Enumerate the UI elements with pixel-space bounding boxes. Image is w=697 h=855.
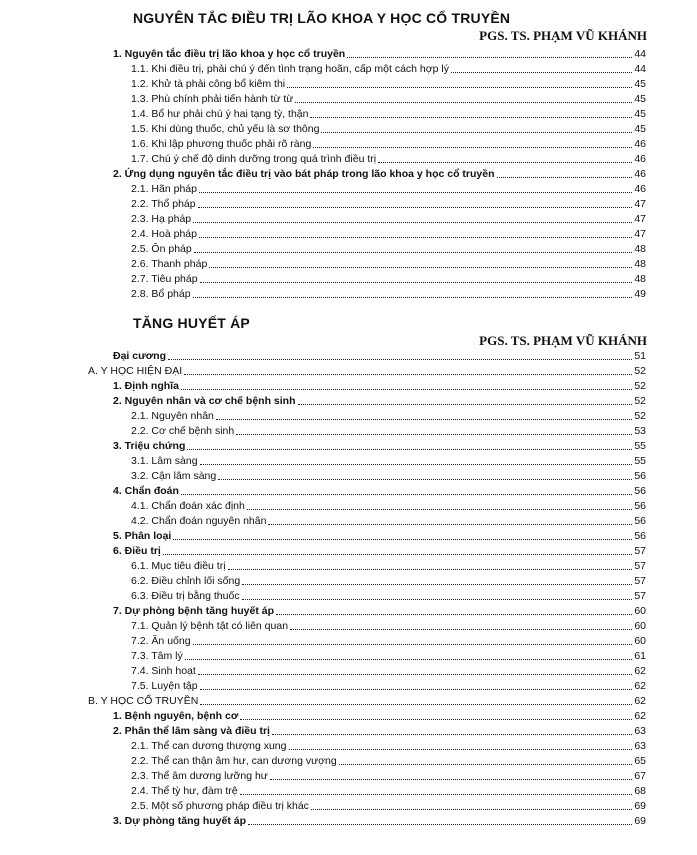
toc-entry[interactable] — [131, 619, 646, 633]
toc-entry-page: 44 — [634, 63, 646, 75]
toc-entry[interactable] — [131, 799, 646, 813]
toc-leader-dots — [200, 704, 632, 705]
toc-leader-dots — [194, 252, 633, 253]
toc-entry[interactable] — [113, 349, 646, 363]
toc-leader-dots — [272, 734, 632, 735]
toc-entry[interactable] — [113, 484, 646, 498]
toc-leader-dots — [242, 599, 633, 600]
toc-leader-dots — [311, 809, 632, 810]
section-author-tang-huyet-ap: PGS. TS. PHẠM VŨ KHÁNH — [479, 333, 647, 348]
toc-leader-dots — [193, 644, 633, 645]
toc-entry-label: 1.3. Phù chính phải tiến hành từ từ — [131, 93, 294, 105]
toc-leader-dots — [200, 689, 633, 690]
toc-entry-label: 6.1. Mục tiêu điều trị — [131, 560, 226, 572]
toc-entry-page: 56 — [634, 515, 646, 527]
toc-leader-dots — [290, 629, 632, 630]
toc-leader-dots — [200, 282, 633, 283]
toc-entry-label: 3. Dự phòng tăng huyết áp — [113, 815, 247, 827]
toc-leader-dots — [216, 419, 632, 420]
toc-entry-label: 2.7. Tiêu pháp — [131, 273, 198, 285]
toc-entry-page: 56 — [634, 500, 646, 512]
toc-entry[interactable] — [131, 784, 646, 798]
toc-entry-page: 63 — [634, 725, 646, 737]
toc-entry-page: 45 — [634, 78, 646, 90]
toc-leader-dots — [287, 87, 632, 88]
toc-entry-label: 1.5. Khi dùng thuốc, chủ yếu là sơ thông — [131, 123, 320, 135]
toc-entry-label: 2.1. Nguyên nhân — [131, 410, 214, 422]
toc-entry-page: 49 — [634, 288, 646, 300]
toc-entry-page: 46 — [634, 138, 646, 150]
toc-entry[interactable] — [113, 394, 646, 408]
toc-leader-dots — [268, 524, 632, 525]
toc-entry-label: 2.6. Thanh pháp — [131, 258, 208, 270]
toc-entry-page: 60 — [634, 605, 646, 617]
toc-entry-page: 60 — [634, 635, 646, 647]
toc-entry-label: 2.2. Thổ pháp — [131, 198, 196, 210]
toc-entry-page: 52 — [634, 365, 646, 377]
toc-leader-dots — [497, 177, 633, 178]
toc-leader-dots — [242, 584, 632, 585]
toc-entry-page: 62 — [634, 680, 646, 692]
toc-entry[interactable] — [131, 137, 646, 151]
toc-entry-page: 56 — [634, 470, 646, 482]
toc-entry-label: 6.3. Điều trị bằng thuốc — [131, 590, 240, 602]
toc-entry[interactable] — [131, 182, 646, 196]
toc-entry-label: 2.5. Một số phương pháp điều trị khác — [131, 800, 309, 812]
toc-entry[interactable] — [131, 769, 646, 783]
toc-entry-page: 69 — [634, 800, 646, 812]
toc-entry-label: 4.2. Chẩn đoán nguyên nhân — [131, 515, 267, 527]
toc-entry[interactable] — [113, 544, 646, 558]
toc-entry-page: 65 — [634, 755, 646, 767]
toc-entry[interactable] — [131, 514, 646, 528]
toc-entry-page: 46 — [634, 153, 646, 165]
toc-entry-page: 45 — [634, 108, 646, 120]
toc-entry-page: 52 — [634, 395, 646, 407]
toc-leader-dots — [185, 659, 633, 660]
toc-leader-dots — [199, 192, 632, 193]
toc-entry-page: 56 — [634, 530, 646, 542]
toc-entry-label: B. Y HỌC CỔ TRUYỀN — [88, 695, 199, 707]
toc-entry-page: 62 — [634, 710, 646, 722]
toc-entry-label: 2. Ứng dụng nguyên tắc điều trị vào bát pháp trong lão khoa y học cổ truyền — [113, 168, 495, 180]
toc-entry[interactable] — [131, 212, 646, 226]
toc-entry-page: 69 — [634, 815, 646, 827]
toc-entry-page: 52 — [634, 380, 646, 392]
toc-entry-label: 1.1. Khi điều trị, phải chú ý đến tình trạng hoãn, cấp một cách hợp lý — [131, 63, 449, 75]
toc-entry-label: 1.2. Khử tà phải công bổ kiêm thi — [131, 78, 286, 90]
toc-entry-label: 1. Bệnh nguyên, bệnh cơ — [113, 710, 239, 722]
toc-entry-page: 61 — [634, 650, 646, 662]
toc-leader-dots — [339, 764, 633, 765]
toc-entry-label: 7.1. Quản lý bệnh tật có liên quan — [131, 620, 289, 632]
toc-entry[interactable] — [131, 649, 646, 663]
toc-entry[interactable] — [131, 122, 646, 136]
toc-entry-page: 63 — [634, 740, 646, 752]
toc-leader-dots — [298, 404, 633, 405]
toc-entry[interactable] — [113, 47, 646, 61]
toc-leader-dots — [321, 132, 632, 133]
toc-entry[interactable] — [131, 272, 646, 286]
toc-entry-page: 46 — [634, 183, 646, 195]
toc-entry-label: 2.5. Ôn pháp — [131, 243, 192, 255]
toc-entry-page: 55 — [634, 440, 646, 452]
toc-leader-dots — [248, 824, 632, 825]
toc-leader-dots — [193, 222, 632, 223]
toc-entry-label: 3.2. Cận lâm sàng — [131, 470, 217, 482]
toc-entry-page: 67 — [634, 770, 646, 782]
toc-entry-page: 51 — [634, 350, 646, 362]
toc-entry-page: 44 — [634, 48, 646, 60]
toc-leader-dots — [240, 794, 633, 795]
toc-entry[interactable] — [131, 287, 646, 301]
toc-leader-dots — [218, 479, 632, 480]
toc-leader-dots — [181, 389, 632, 390]
toc-entry-page: 47 — [634, 198, 646, 210]
toc-leader-dots — [199, 237, 632, 238]
toc-entry-page: 45 — [634, 123, 646, 135]
toc-entry-label: 7.4. Sinh hoạt — [131, 665, 196, 677]
toc-leader-dots — [289, 749, 633, 750]
toc-entry-label: 2.1. Thể can dương thượng xung — [131, 740, 287, 752]
toc-entry[interactable] — [131, 454, 646, 468]
toc-entry[interactable] — [131, 257, 646, 271]
toc-entry-label: Đại cương — [113, 350, 166, 362]
toc-leader-dots — [247, 509, 632, 510]
toc-entry-label: 4.1. Chẩn đoán xác định — [131, 500, 245, 512]
toc-leader-dots — [184, 374, 632, 375]
toc-entry-label: 5. Phân loại — [113, 530, 172, 542]
toc-entry-label: 2.2. Thể can thận âm hư, can dương vượng — [131, 755, 337, 767]
section-author-lao-khoa: PGS. TS. PHẠM VŨ KHÁNH — [479, 28, 647, 43]
toc-entry-label: 7. Dự phòng bệnh tăng huyết áp — [113, 605, 275, 617]
toc-entry[interactable] — [131, 227, 646, 241]
toc-leader-dots — [200, 464, 633, 465]
toc-entry[interactable] — [131, 424, 646, 438]
toc-leader-dots — [310, 117, 632, 118]
toc-leader-dots — [193, 297, 633, 298]
toc-entry[interactable] — [88, 364, 646, 378]
toc-entry-page: 56 — [634, 485, 646, 497]
toc-entry[interactable] — [113, 724, 646, 738]
section-title-lao-khoa: NGUYÊN TẮC ĐIỀU TRỊ LÃO KHOA Y HỌC CỔ TRUYỀN — [133, 10, 511, 26]
toc-entry-label: 2. Phân thể lâm sàng và điều trị — [113, 725, 270, 737]
toc-entry[interactable] — [131, 107, 646, 121]
toc-entry-label: A. Y HỌC HIỆN ĐẠI — [88, 365, 183, 377]
toc-entry[interactable] — [131, 679, 646, 693]
toc-leader-dots — [451, 72, 632, 73]
toc-entry[interactable] — [131, 197, 646, 211]
toc-entry[interactable] — [131, 62, 646, 76]
toc-leader-dots — [209, 267, 632, 268]
section-title-tang-huyet-ap: TĂNG HUYẾT ÁP — [133, 315, 250, 331]
toc-entry[interactable] — [131, 574, 646, 588]
toc-entry-label: 3.1. Lâm sàng — [131, 455, 198, 467]
toc-entry-page: 47 — [634, 213, 646, 225]
toc-entry-label: 2.3. Hạ pháp — [131, 213, 192, 225]
toc-entry-label: 6. Điều trị — [113, 545, 161, 557]
toc-entry-label: 1. Định nghĩa — [113, 380, 179, 392]
toc-entry[interactable] — [88, 694, 646, 708]
toc-entry-page: 55 — [634, 455, 646, 467]
toc-entry-label: 7.2. Ăn uống — [131, 635, 191, 647]
toc-entry-page: 48 — [634, 273, 646, 285]
toc-entry-label: 1.4. Bổ hư phải chú ý hai tạng tỳ, thận — [131, 108, 309, 120]
toc-leader-dots — [168, 359, 632, 360]
toc-leader-dots — [228, 569, 633, 570]
toc-leader-dots — [313, 147, 632, 148]
toc-entry-label: 2.4. Hoà pháp — [131, 228, 197, 240]
toc-leader-dots — [295, 102, 632, 103]
toc-entry[interactable] — [131, 92, 646, 106]
toc-entry[interactable] — [113, 439, 646, 453]
toc-entry[interactable] — [113, 709, 646, 723]
toc-leader-dots — [378, 162, 632, 163]
toc-leader-dots — [187, 449, 632, 450]
toc-entry[interactable] — [131, 754, 646, 768]
toc-entry-page: 48 — [634, 243, 646, 255]
toc-entry-label: 2.4. Thể tỳ hư, đàm trệ — [131, 785, 238, 797]
toc-leader-dots — [198, 207, 633, 208]
toc-entry-page: 57 — [634, 590, 646, 602]
toc-leader-dots — [181, 494, 632, 495]
toc-entry-page: 46 — [634, 168, 646, 180]
toc-entry-page: 47 — [634, 228, 646, 240]
toc-entry[interactable] — [131, 739, 646, 753]
toc-leader-dots — [276, 614, 632, 615]
toc-leader-dots — [173, 539, 632, 540]
toc-entry[interactable] — [113, 604, 646, 618]
toc-entry-label: 3. Triệu chứng — [113, 440, 186, 452]
toc-entry-page: 53 — [634, 425, 646, 437]
toc-entry[interactable] — [131, 634, 646, 648]
toc-entry[interactable] — [113, 814, 646, 828]
toc-entry-page: 68 — [634, 785, 646, 797]
toc-leader-dots — [270, 779, 632, 780]
toc-entry-page: 62 — [634, 695, 646, 707]
toc-leader-dots — [163, 554, 632, 555]
toc-entry-label: 7.5. Luyện tập — [131, 680, 198, 692]
toc-entry[interactable] — [131, 469, 646, 483]
toc-entry[interactable] — [131, 409, 646, 423]
toc-entry-page: 62 — [634, 665, 646, 677]
toc-entry-page: 60 — [634, 620, 646, 632]
toc-entry-label: 4. Chẩn đoán — [113, 485, 179, 497]
toc-leader-dots — [240, 719, 632, 720]
toc-entry[interactable] — [131, 589, 646, 603]
toc-entry-page: 45 — [634, 93, 646, 105]
toc-entry-label: 7.3. Tâm lý — [131, 650, 183, 662]
toc-leader-dots — [198, 674, 633, 675]
toc-entry[interactable] — [131, 152, 646, 166]
toc-entry-label: 1.7. Chú ý chế độ dinh dưỡng trong quá trình điều trị — [131, 153, 377, 165]
toc-entry-label: 1. Nguyên tắc điều trị lão khoa y học cổ truyền — [113, 48, 346, 60]
toc-entry[interactable] — [131, 77, 646, 91]
toc-entry-label: 6.2. Điều chỉnh lối sống — [131, 575, 241, 587]
toc-entry-label: 2.3. Thể âm dương lưỡng hư — [131, 770, 268, 782]
toc-entry[interactable] — [131, 242, 646, 256]
toc-entry-page: 52 — [634, 410, 646, 422]
toc-entry-label: 2. Nguyên nhân và cơ chế bệnh sinh — [113, 395, 296, 407]
toc-entry-label: 2.8. Bổ pháp — [131, 288, 191, 300]
toc-entry[interactable] — [131, 664, 646, 678]
toc-leader-dots — [347, 57, 632, 58]
toc-entry-page: 57 — [634, 545, 646, 557]
toc-entry[interactable] — [131, 499, 646, 513]
toc-entry-page: 57 — [634, 560, 646, 572]
toc-entry-page: 57 — [634, 575, 646, 587]
toc-entry-label: 2.2. Cơ chế bệnh sinh — [131, 425, 235, 437]
toc-entry[interactable] — [113, 167, 646, 181]
toc-entry[interactable] — [113, 379, 646, 393]
toc-entry-page: 48 — [634, 258, 646, 270]
toc-entry[interactable] — [131, 559, 646, 573]
toc-entry[interactable] — [113, 529, 646, 543]
toc-leader-dots — [236, 434, 632, 435]
toc-entry-label: 2.1. Hãn pháp — [131, 183, 197, 195]
toc-entry-label: 1.6. Khi lập phương thuốc phải rõ ràng — [131, 138, 312, 150]
